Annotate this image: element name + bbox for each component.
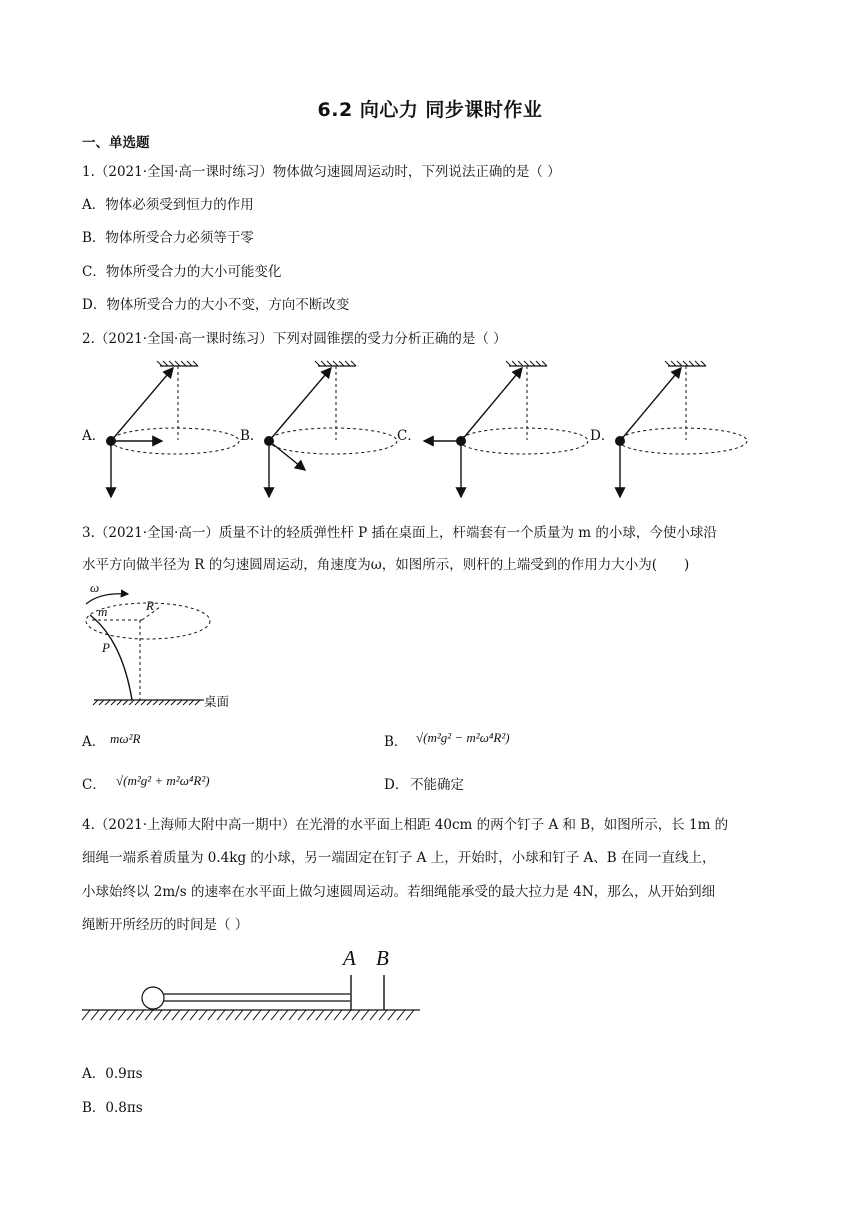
q3-option-c: √(m²g² + m²ω⁴R²) (116, 773, 210, 788)
q4-line3: 小球始终以 2m/s 的速率在水平面上做匀速圆周运动。若细绳能承受的最大拉力是 4N，那么，从开始到细 (82, 884, 716, 900)
q3-option-b: √(m²g² − m²ω⁴R²) (416, 730, 510, 745)
q1-stem: 1.（2021·全国·高一课时练习）物体做匀速圆周运动时，下列说法正确的是（ ） (82, 164, 561, 180)
q1-option-a: A．物体必须受到恒力的作用 (82, 197, 254, 213)
q4-fig-label-b: B (376, 946, 389, 970)
q3-stem-line2: 水平方向做半径为 R 的匀速圆周运动，角速度为ω，如图所示，则杆的上端受到的作用力大小为( ) (82, 557, 690, 573)
q1-option-b: B．物体所受合力必须等于零 (82, 230, 254, 246)
section-heading: 一、单选题 (82, 135, 150, 151)
q3-option-c-letter: C． (82, 777, 106, 793)
q2-label-c: C． (397, 428, 421, 444)
q3-option-a: mω²R (110, 731, 141, 746)
q1-option-c: C．物体所受合力的大小可能变化 (82, 264, 282, 280)
q1-option-d: D．物体所受合力的大小不变，方向不断改变 (82, 297, 350, 313)
q4-option-a: A．0.9πs (82, 1066, 143, 1082)
q3-option-b-letter: B． (384, 734, 408, 750)
q4-fig-label-a: A (343, 946, 356, 970)
q2-stem: 2.（2021·全国·高一课时练习）下列对圆锥摆的受力分析正确的是（ ） (82, 331, 507, 347)
q3-option-d-letter: D． (384, 777, 409, 793)
q3-option-a-letter: A． (82, 734, 106, 750)
q2-label-d: D． (590, 428, 615, 444)
q2-label-b: B． (240, 428, 264, 444)
q3-option-d: 不能确定 (410, 777, 464, 793)
q4-line2: 细绳一端系着质量为 0.4kg 的小球，另一端固定在钉子 A 上，开始时，小球和钉子 A、B 在同一直线上， (82, 850, 716, 866)
q3-stem-line1: 3.（2021·全国·高一）质量不计的轻质弹性杆 P 插在桌面上，杆端套有一个质量为 m 的小球，今使小球沿 (82, 525, 717, 541)
q4-line1: 4.（2021·上海师大附中高一期中）在光滑的水平面上相距 40cm 的两个钉子 A 和 B，如图所示，长 1m 的 (82, 817, 729, 833)
q3-fig-omega: ω (90, 580, 100, 595)
page-title: 6.2 向心力 同步课时作业 (317, 99, 543, 121)
q3-fig-r: R (146, 598, 154, 613)
q4-line4: 绳断开所经历的时间是（ ） (82, 917, 249, 933)
q3-fig-p: P (102, 640, 110, 655)
q3-fig-m: m (98, 604, 108, 619)
q4-option-b: B．0.8πs (82, 1100, 143, 1116)
q3-fig-desk: 桌面 (204, 694, 230, 709)
q2-label-a: A． (82, 428, 106, 444)
